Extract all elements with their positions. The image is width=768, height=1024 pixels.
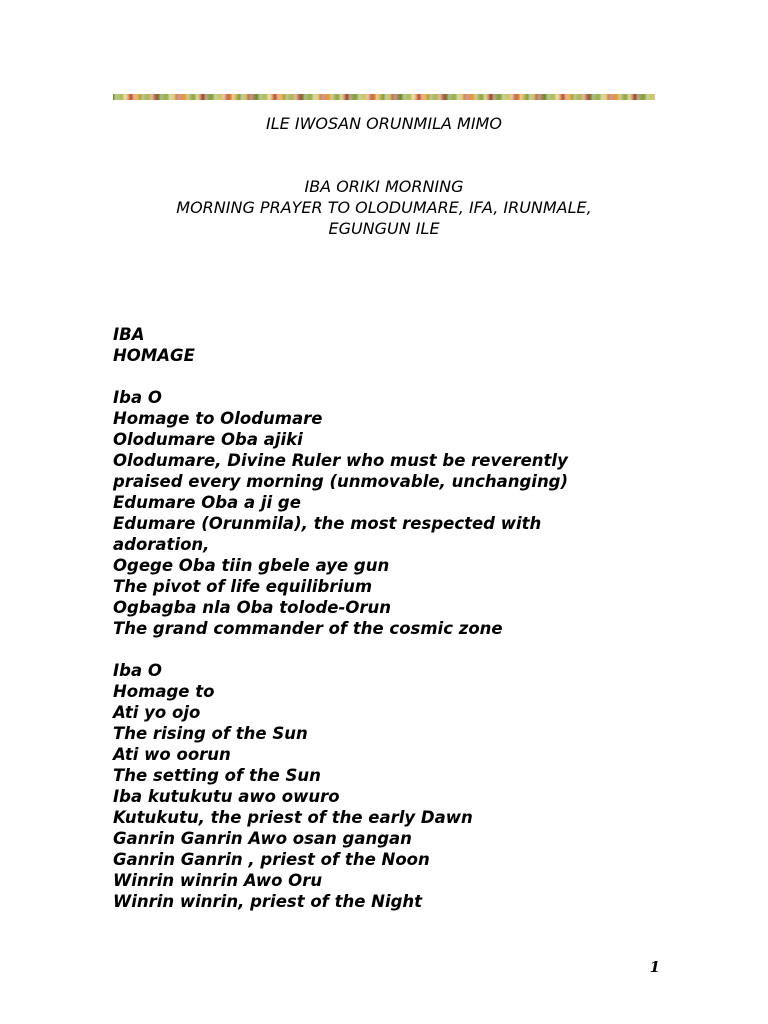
prayer-section <box>113 324 673 366</box>
prayer-line: The grand commander of the cosmic zone <box>113 619 503 638</box>
prayer-section <box>113 387 673 639</box>
prayer-line: Ganrin Ganrin , priest of the Noon <box>113 850 430 869</box>
prayer-line: Winrin winrin, priest of the Night <box>113 892 423 911</box>
prayer-line: Olodumare Oba ajiki <box>113 430 303 449</box>
prayer-line: Kutukutu, the priest of the early Dawn <box>113 808 473 827</box>
prayer-line: adoration, <box>113 535 210 554</box>
prayer-line: The pivot of life equilibrium <box>113 577 373 596</box>
subheading-line: EGUNGUN ILE <box>328 219 440 238</box>
document-subheading <box>0 176 768 239</box>
prayer-line: praised every morning (unmovable, unchanging) <box>113 472 569 491</box>
prayer-line: Edumare (Orunmila), the most respected with <box>113 514 542 533</box>
prayer-line: HOMAGE <box>113 346 195 365</box>
prayer-line: Ogbagba nla Oba tolode-Orun <box>113 598 392 617</box>
page-number: 1 <box>649 958 660 976</box>
prayer-line: Edumare Oba a ji ge <box>113 493 301 512</box>
prayer-line: Winrin winrin Awo Oru <box>113 871 323 890</box>
prayer-line: Iba kutukutu awo owuro <box>113 787 340 806</box>
prayer-line: IBA <box>113 325 145 344</box>
decorative-banner <box>113 94 655 100</box>
prayer-body <box>113 324 673 933</box>
prayer-line: The rising of the Sun <box>113 724 308 743</box>
subheading-line: IBA ORIKI MORNING <box>304 177 464 196</box>
prayer-line: Ganrin Ganrin Awo osan gangan <box>113 829 412 848</box>
prayer-line: Iba O <box>113 388 162 407</box>
prayer-line: Homage to Olodumare <box>113 409 323 428</box>
prayer-line: Olodumare, Divine Ruler who must be reverently <box>113 451 568 470</box>
document-title: ILE IWOSAN ORUNMILA MIMO <box>266 114 502 133</box>
prayer-line: Ogege Oba tiin gbele aye gun <box>113 556 390 575</box>
prayer-line: Iba O <box>113 661 162 680</box>
prayer-line: The setting of the Sun <box>113 766 321 785</box>
prayer-section <box>113 660 673 912</box>
subheading-line: MORNING PRAYER TO OLODUMARE, IFA, IRUNMALE, <box>176 198 592 217</box>
prayer-line: Homage to <box>113 682 215 701</box>
prayer-line: Ati yo ojo <box>113 703 201 722</box>
prayer-line: Ati wo oorun <box>113 745 231 764</box>
